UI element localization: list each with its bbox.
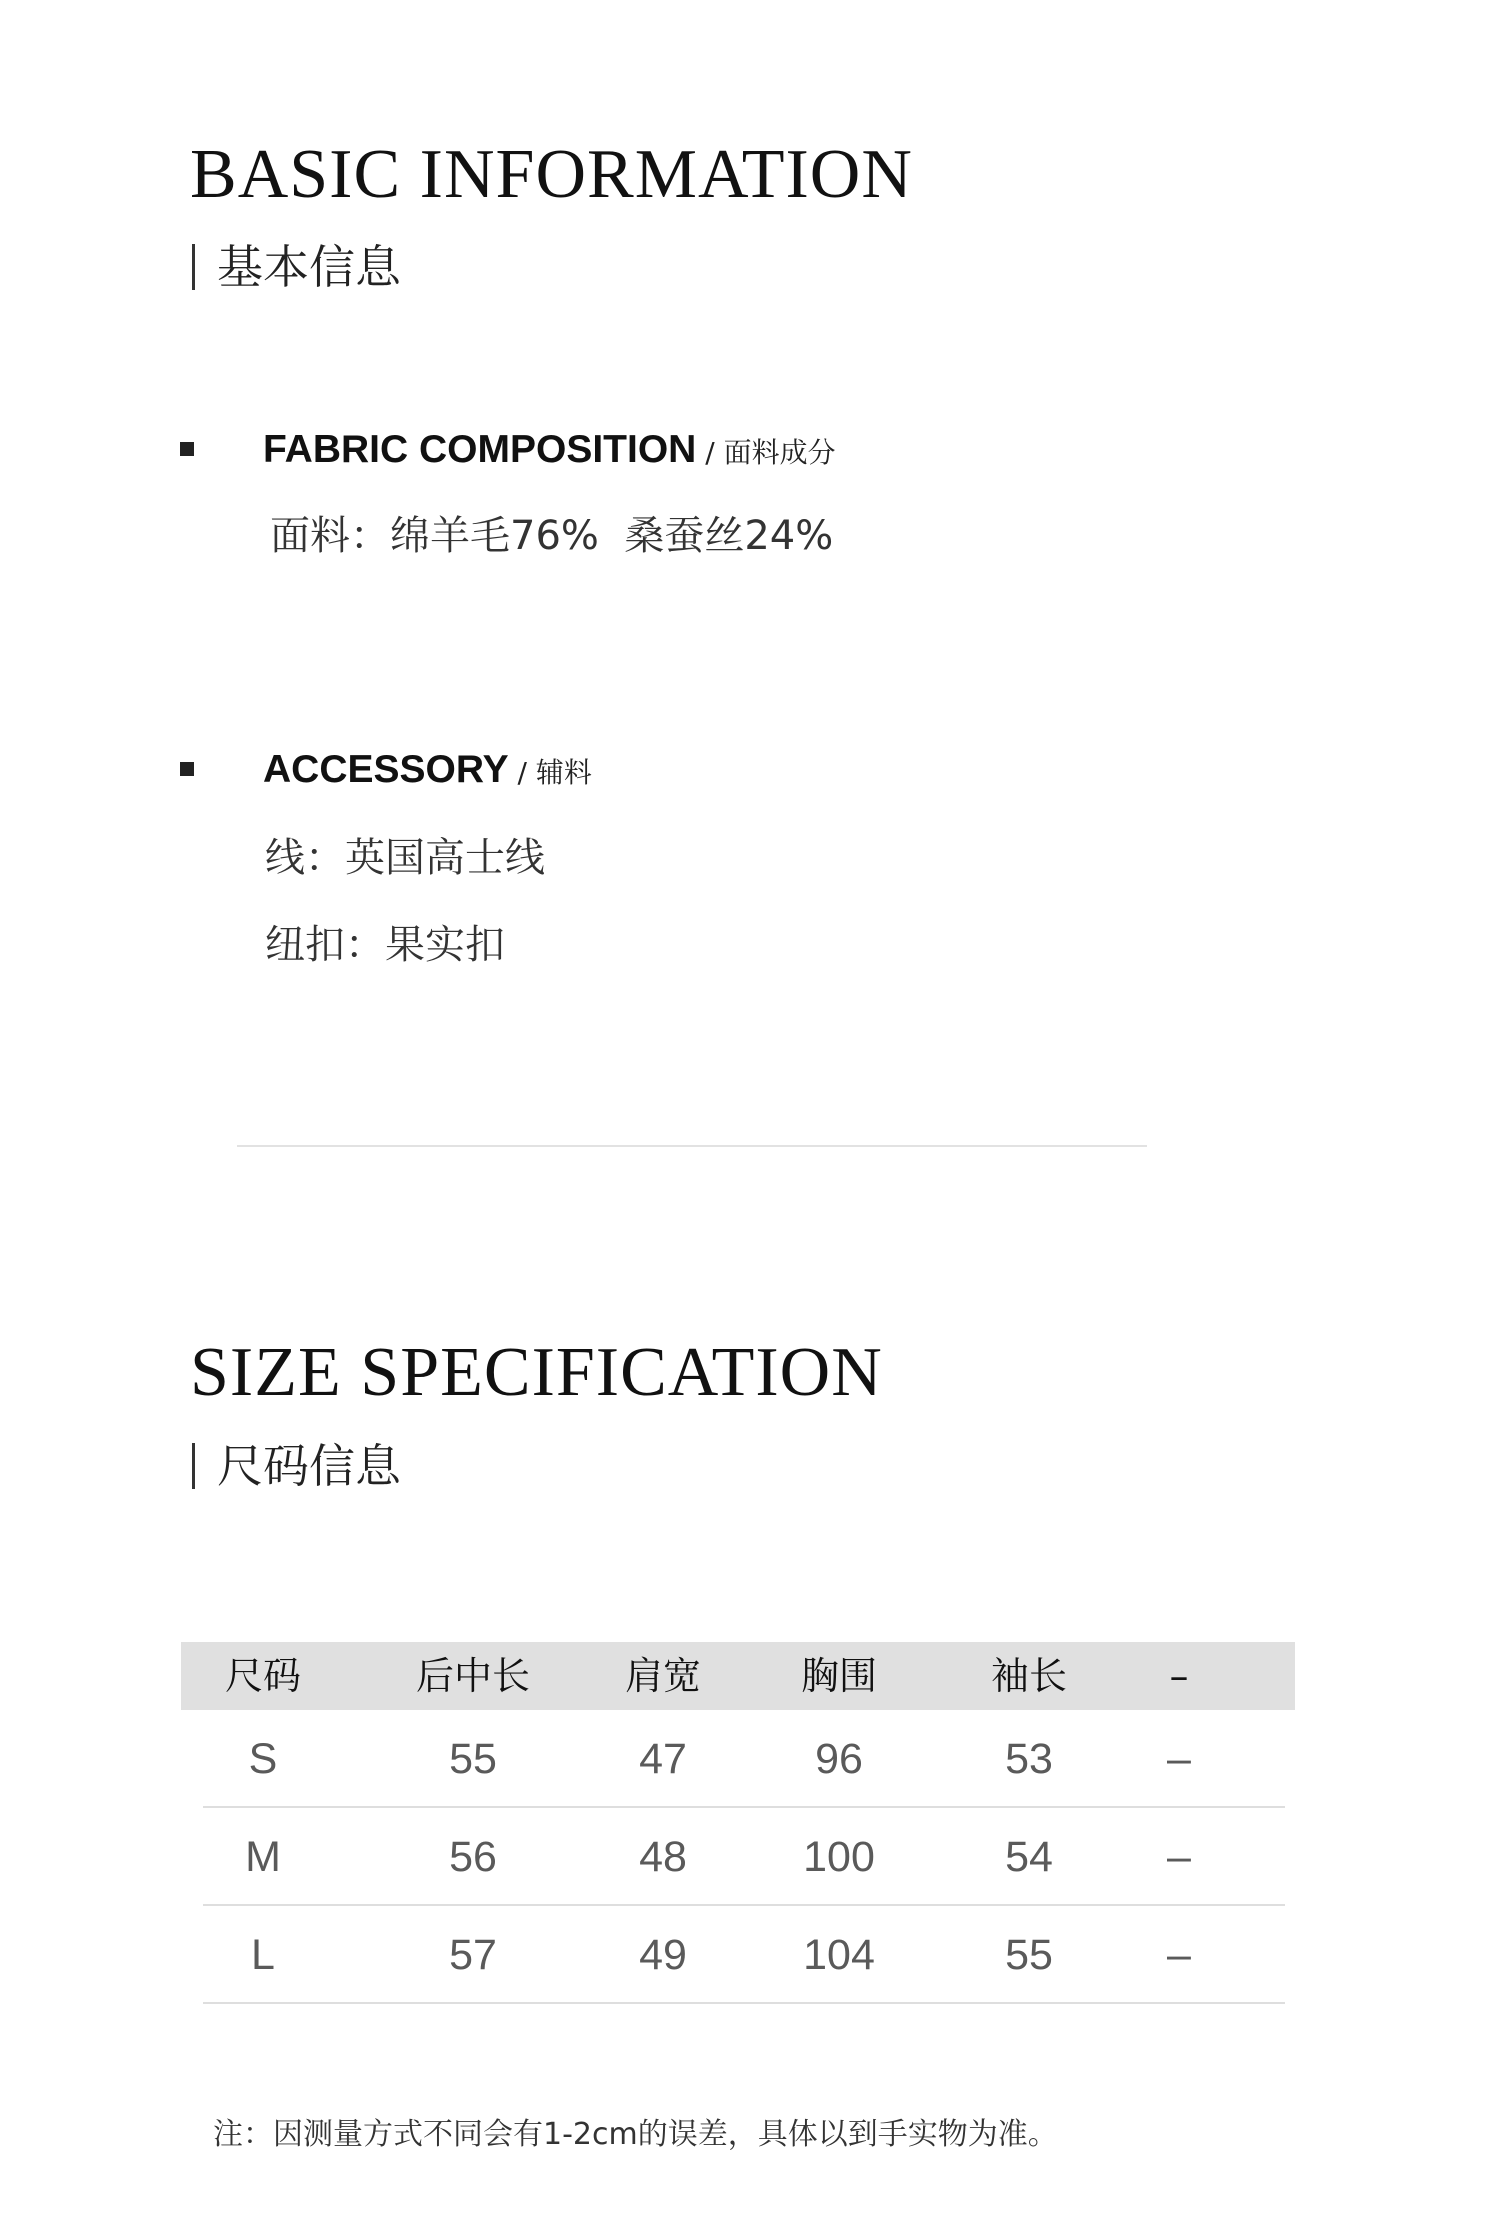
fabric-composition-text: 面料：绵羊毛76% 桑蚕丝24%: [270, 513, 834, 559]
cell-size: S: [248, 1735, 278, 1783]
cell-sleeve: 55: [1005, 1931, 1053, 1979]
cell-sleeve: 54: [1005, 1833, 1053, 1881]
section-divider: [237, 1145, 1147, 1147]
cell-back-length: 56: [449, 1833, 497, 1881]
accessory-thread-text: 线：英国高士线: [265, 835, 545, 881]
size-spec-subtitle: [192, 1439, 401, 1493]
table-row: [203, 1808, 1285, 1906]
fabric-heading-cn: / 面料成分: [696, 436, 836, 469]
fabric-heading: [263, 430, 836, 469]
basic-info-title: BASIC INFORMATION: [190, 136, 913, 213]
cell-extra: –: [1167, 1735, 1191, 1783]
accessory-heading-cn: / 辅料: [508, 756, 592, 789]
measurement-note: 注：因测量方式不同会有1-2cm的误差，具体以到手实物为准。: [213, 2117, 1058, 2152]
header-shoulder: 肩宽: [624, 1654, 702, 1698]
table-row: [203, 1710, 1285, 1808]
cell-size: M: [245, 1833, 281, 1881]
cell-shoulder: 48: [639, 1833, 687, 1881]
size-spec-subtitle-text: 尺码信息: [217, 1439, 401, 1493]
cell-back-length: 55: [449, 1735, 497, 1783]
fabric-heading-en: FABRIC COMPOSITION: [263, 428, 697, 471]
cell-extra: –: [1167, 1931, 1191, 1979]
header-back-length: 后中长: [415, 1654, 531, 1698]
accessory-heading-en: ACCESSORY: [263, 748, 509, 791]
header-size: 尺码: [224, 1654, 302, 1698]
size-table-header: [181, 1642, 1295, 1710]
cell-extra: –: [1167, 1833, 1191, 1881]
accessory-button-text: 纽扣：果实扣: [265, 922, 505, 968]
header-extra: –: [1169, 1654, 1189, 1698]
accessory-bullet-icon: [180, 762, 194, 776]
basic-info-subtitle: [192, 240, 401, 294]
cell-chest: 104: [803, 1931, 875, 1979]
header-sleeve: 袖长: [990, 1654, 1068, 1698]
cell-chest: 96: [815, 1735, 863, 1783]
basic-info-subtitle-text: 基本信息: [217, 240, 401, 294]
table-row: [203, 1906, 1285, 2004]
accessory-heading: [263, 750, 592, 789]
cell-size: L: [251, 1931, 275, 1979]
cell-shoulder: 47: [639, 1735, 687, 1783]
cell-shoulder: 49: [639, 1931, 687, 1979]
cell-chest: 100: [803, 1833, 875, 1881]
size-spec-title: SIZE SPECIFICATION: [190, 1334, 883, 1411]
cell-sleeve: 53: [1005, 1735, 1053, 1783]
subtitle-bar: [192, 1443, 195, 1489]
cell-back-length: 57: [449, 1931, 497, 1979]
subtitle-bar: [192, 244, 195, 290]
fabric-bullet-icon: [180, 442, 194, 456]
header-chest: 胸围: [800, 1654, 878, 1698]
